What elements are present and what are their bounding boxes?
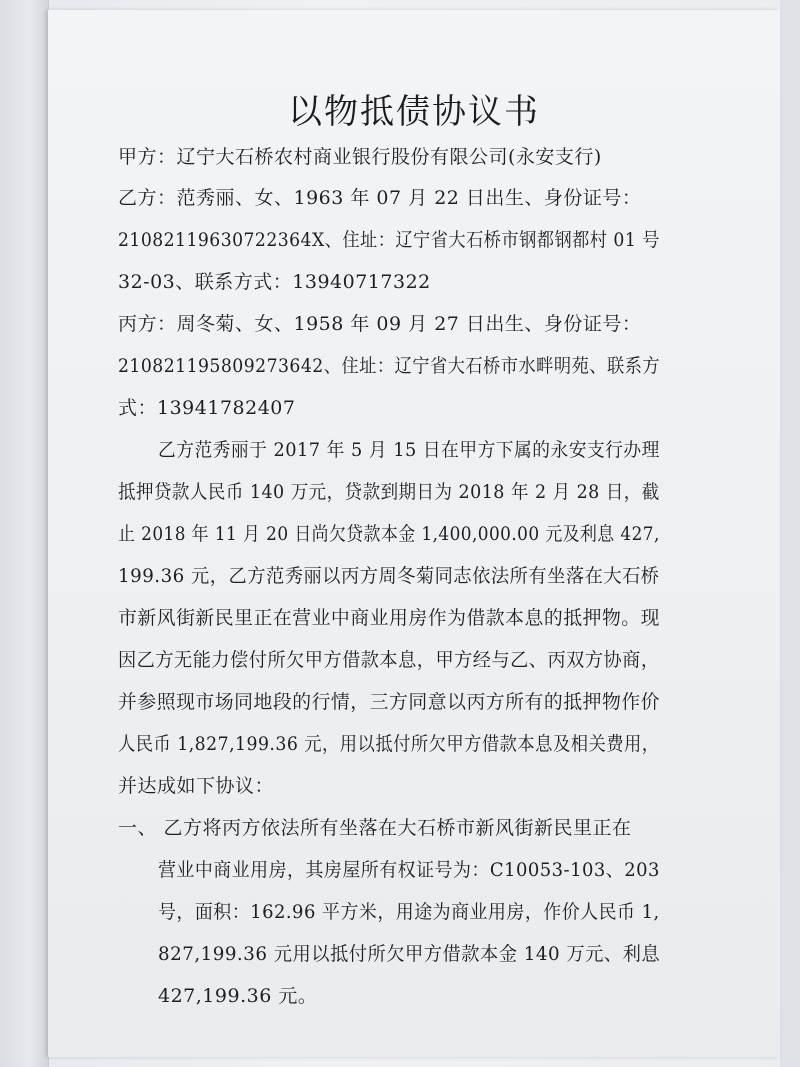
- body-line-2: 抵押贷款人民币 140 万元，贷款到期日为 2018 年 2 月 28 日，截: [118, 481, 660, 503]
- party-c-line-1: 丙方：周冬菊、女、1958 年 09 月 27 日出生、身份证号：: [118, 313, 642, 335]
- document-title: 以物抵债协议书: [288, 92, 540, 132]
- underlying-page-edge: [0, 0, 49, 1067]
- clause-1-line-1: 一、 乙方将丙方依法所有坐落在大石桥市新风街新民里正在: [118, 817, 632, 839]
- party-a-line: 甲方：辽宁大石桥农村商业银行股份有限公司(永安支行): [118, 146, 602, 168]
- body-line-9: 并达成如下协议：: [118, 775, 275, 797]
- clause-1-line-3: 号，面积：162.96 平方米，用途为商业用房，作价人民币 1,: [158, 901, 660, 923]
- body-line-3: 止 2018 年 11 月 20 日尚欠贷款本金 1,400,000.00 元及利息 427,: [118, 523, 660, 545]
- body-line-7: 并参照现市场同地段的行情，三方同意以丙方所有的抵押物作价: [118, 691, 661, 713]
- party-c-line-2: 210821195809273642、住址：辽宁省大石桥市水畔明苑、联系方: [118, 355, 661, 377]
- party-b-line-3: 32-03、联系方式：13940717322: [118, 271, 431, 293]
- body-line-1: 乙方范秀丽于 2017 年 5 月 15 日在甲方下属的永安支行办理: [158, 439, 660, 461]
- right-margin-strip: [780, 0, 800, 1067]
- party-c-line-3: 式：13941782407: [118, 397, 296, 419]
- party-b-line-1: 乙方：范秀丽、女、1963 年 07 月 22 日出生、身份证号：: [118, 187, 642, 209]
- party-b-line-2: 21082119630722364X、住址：辽宁省大石桥市钢都钢都村 01 号: [118, 229, 660, 251]
- clause-1-line-5: 427,199.36 元。: [158, 985, 318, 1007]
- body-line-8: 人民币 1,827,199.36 元，用以抵付所欠甲方借款本息及相关费用，: [118, 733, 660, 755]
- body-line-6: 因乙方无能力偿付所欠甲方借款本息，甲方经与乙、丙双方协商，: [118, 649, 660, 671]
- body-line-5: 市新风街新民里正在营业中商业用房作为借款本息的抵押物。现: [118, 607, 661, 629]
- body-line-4: 199.36 元，乙方范秀丽以丙方周冬菊同志依法所有坐落在大石桥: [118, 565, 660, 587]
- clause-1-line-2: 营业中商业用房，其房屋所有权证号为：C10053-103、203: [158, 859, 660, 881]
- clause-1-line-4: 827,199.36 元用以抵付所欠甲方借款本金 140 万元、利息: [158, 943, 661, 965]
